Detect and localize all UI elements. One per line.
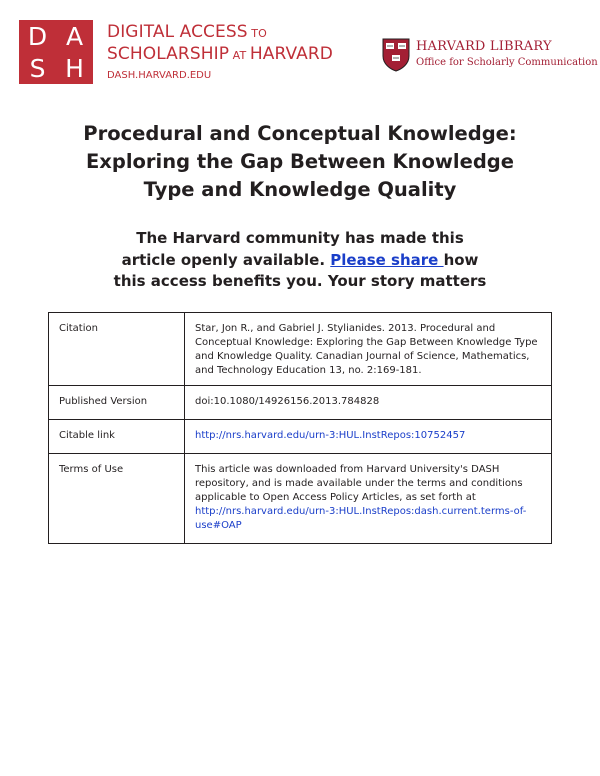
harvard-library-wordmark bbox=[416, 38, 598, 69]
published-version-label: Published Version bbox=[49, 386, 185, 420]
published-version-value: doi:10.1080/14926156.2013.784828 bbox=[185, 386, 552, 420]
citable-link-cell bbox=[185, 420, 552, 454]
community-line3: this access benefits you. Your story matters bbox=[113, 272, 487, 290]
dash-logo bbox=[19, 20, 93, 84]
table-row bbox=[49, 420, 552, 454]
terms-of-use-value: This article was downloaded from Harvard University's DASH repository, and is made available under the terms and conditions applicable to Open Access Policy Articles, as set forth at http://nrs.harvard.edu/urn-3:HUL.InstRepos:dash.current.terms-of-use#OAP bbox=[185, 454, 552, 544]
dash-logo-letter: H bbox=[65, 53, 84, 83]
dash-url[interactable]: DASH.HARVARD.EDU bbox=[107, 70, 212, 81]
title-line: Exploring the Gap Between Knowledge bbox=[85, 150, 514, 173]
title-line: Procedural and Conceptual Knowledge: bbox=[83, 122, 517, 145]
community-message bbox=[40, 228, 560, 293]
citation-value: Star, Jon R., and Gabriel J. Stylianides. 2013. Procedural and Conceptual Knowledge: Exploring the Gap Between Knowledge Type and Knowledge Quality. Canadian Journal of Science, Mathematics, and Technology Education 13, no. 2:169-181. bbox=[185, 313, 552, 386]
title-line: Type and Knowledge Quality bbox=[143, 178, 457, 201]
article-title bbox=[40, 120, 560, 204]
table-row bbox=[49, 386, 552, 420]
library-office: Office for Scholarly Communication bbox=[416, 57, 598, 68]
community-line1: The Harvard community has made this bbox=[136, 229, 464, 247]
library-name: HARVARD LIBRARY bbox=[416, 39, 552, 54]
please-share-link[interactable]: Please share bbox=[330, 250, 444, 269]
citable-link[interactable]: http://nrs.harvard.edu/urn-3:HUL.InstRepos:10752457 bbox=[195, 430, 466, 441]
table-row bbox=[49, 454, 552, 544]
metadata-table bbox=[48, 312, 552, 544]
dash-title bbox=[107, 22, 333, 84]
table-row bbox=[49, 313, 552, 386]
terms-of-use-label: Terms of Use bbox=[49, 454, 185, 544]
citation-label: Citation bbox=[49, 313, 185, 386]
dash-title-line1: DIGITAL ACCESS TO bbox=[107, 22, 267, 42]
community-line2: article openly available. Please share how bbox=[121, 250, 479, 269]
dash-title-line2: SCHOLARSHIP AT HARVARD bbox=[107, 44, 333, 64]
dash-logo-letter: A bbox=[65, 21, 84, 51]
dash-logo-letter: S bbox=[29, 53, 46, 83]
citable-link-label: Citable link bbox=[49, 420, 185, 454]
harvard-shield-icon bbox=[382, 38, 410, 72]
dash-logo-letter: D bbox=[27, 21, 48, 51]
terms-of-use-link[interactable]: http://nrs.harvard.edu/urn-3:HUL.InstRepos:dash.current.terms-of-use#OAP bbox=[195, 506, 527, 531]
